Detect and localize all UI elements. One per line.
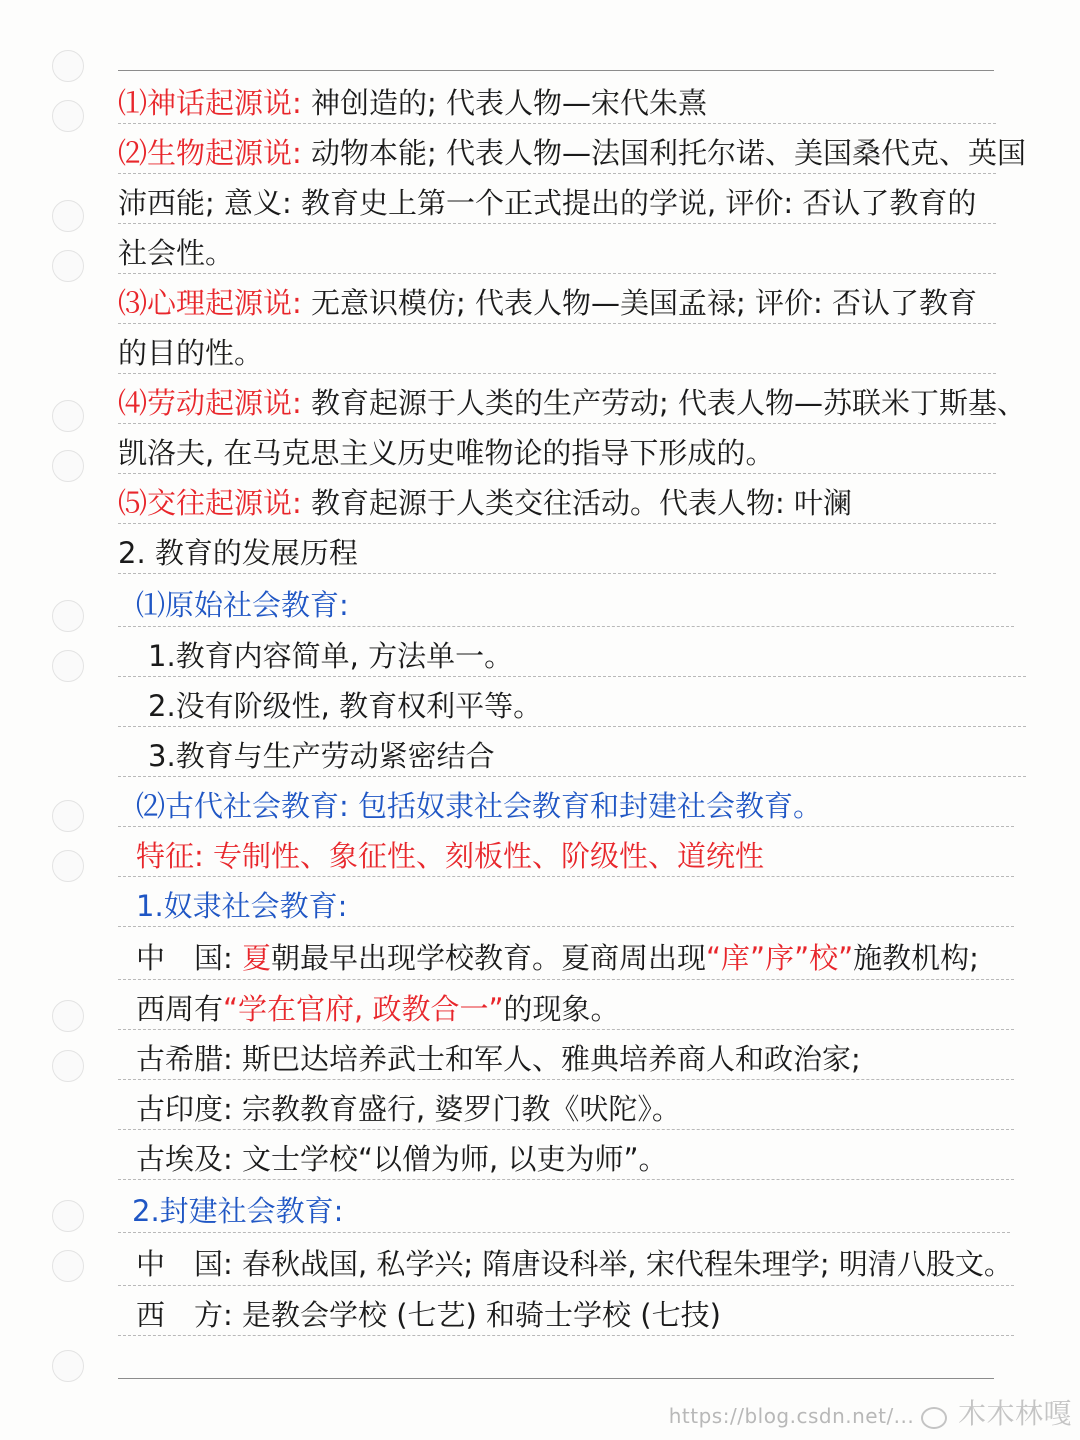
india-line: 古印度: 宗教教育盛行, 婆罗门教《吠陀》。 [118,1080,1014,1130]
binder-hole [52,50,84,82]
list-item: 1.教育内容简单, 方法单一。 [118,627,1026,677]
watermark-url: https://blog.csdn.net/... [668,1404,915,1428]
note-line [118,474,996,524]
bottom-rule [118,1378,994,1379]
term-label: ⑵生物起源说: [118,136,302,170]
note-line [118,174,996,224]
weibo-icon [921,1407,947,1429]
binder-hole [52,1000,84,1032]
ancient-features: 特征: 专制性、象征性、刻板性、阶级性、道统性 [118,827,1014,877]
greece-line: 古希腊: 斯巴达培养武士和军人、雅典培养商人和政治家; [118,1030,1014,1080]
watermark-name: 木木林嘎 [957,1397,1072,1430]
term-text: 的目的性。 [118,336,264,370]
term-text: 无意识模仿; 代表人物—美国孟禄; 评价: 否认了教育 [301,286,977,320]
binder-hole [52,1350,84,1382]
binder-hole [52,1050,84,1082]
note-line [118,124,1026,174]
binder-hole [52,250,84,282]
region-label: 中 国: [136,941,233,975]
binder-hole [52,650,84,682]
binder-hole [52,800,84,832]
binder-hole [52,1200,84,1232]
ancient-heading: ⑵古代社会教育: 包括奴隶社会教育和封建社会教育。 [118,777,1014,827]
binder-hole [52,450,84,482]
body-text: 的现象。 [503,992,620,1026]
slave-china-line [118,927,1014,980]
binder-hole [52,1250,84,1282]
term-text: 教育起源于人类交往活动。代表人物: 叶澜 [301,486,852,520]
term-text: 动物本能; 代表人物—法国利托尔诺、美国桑代克、英国 [301,136,1026,170]
note-line [118,374,1026,424]
binder-hole [52,600,84,632]
slave-heading: 1.奴隶社会教育: [118,877,1014,927]
watermark [669,1392,1072,1432]
body-text: 朝最早出现学校教育。夏商周出现 [271,941,707,975]
term-text: 2. 教育的发展历程 [118,536,358,570]
egypt-line: 古埃及: 文士学校“以僧为师, 以吏为师”。 [118,1130,1014,1180]
term-label: ⑴神话起源说: [118,86,302,120]
highlight-text: “学在官府, 政教合一” [223,992,504,1026]
body-text: 施教机构; [853,941,979,975]
body-text: 西周有 [136,992,224,1026]
term-text: 神创造的; 代表人物—宋代朱熹 [301,86,707,120]
binder-holes [52,40,86,1420]
term-label: ⑸交往起源说: [118,486,302,520]
note-line [118,424,996,474]
note-line [118,74,996,124]
list-item: 2.没有阶级性, 教育权利平等。 [118,677,1026,727]
binder-hole [52,100,84,132]
note-line [118,324,996,374]
note-line [118,224,996,274]
primitive-heading: ⑴原始社会教育: [118,574,1014,627]
term-text: 社会性。 [118,236,235,270]
feudal-heading: 2.封建社会教育: [118,1180,1010,1233]
term-label: ⑷劳动起源说: [118,386,302,420]
notes-content [118,74,1038,1336]
slave-china-line-2 [118,980,1014,1030]
top-rule [118,70,994,71]
list-item: 3.教育与生产劳动紧密结合 [118,727,1026,777]
feudal-west-line: 西 方: 是教会学校 (七艺) 和骑士学校 (七技) [118,1286,1014,1336]
term-text: 教育起源于人类的生产劳动; 代表人物—苏联米丁斯基、 [301,386,1026,420]
section-heading [118,524,996,574]
note-line [118,274,996,324]
binder-hole [52,200,84,232]
term-text: 沛西能; 意义: 教育史上第一个正式提出的学说, 评价: 否认了教育的 [118,186,977,220]
highlight-text: “庠”序”校” [706,941,854,975]
feudal-china-line: 中 国: 春秋战国, 私学兴; 隋唐设科举, 宋代程朱理学; 明清八股文。 [118,1233,1014,1286]
binder-hole [52,400,84,432]
term-label: ⑶心理起源说: [118,286,302,320]
binder-hole [52,850,84,882]
highlight-text: 夏 [232,941,271,975]
term-text: 凯洛夫, 在马克思主义历史唯物论的指导下形成的。 [118,436,775,470]
